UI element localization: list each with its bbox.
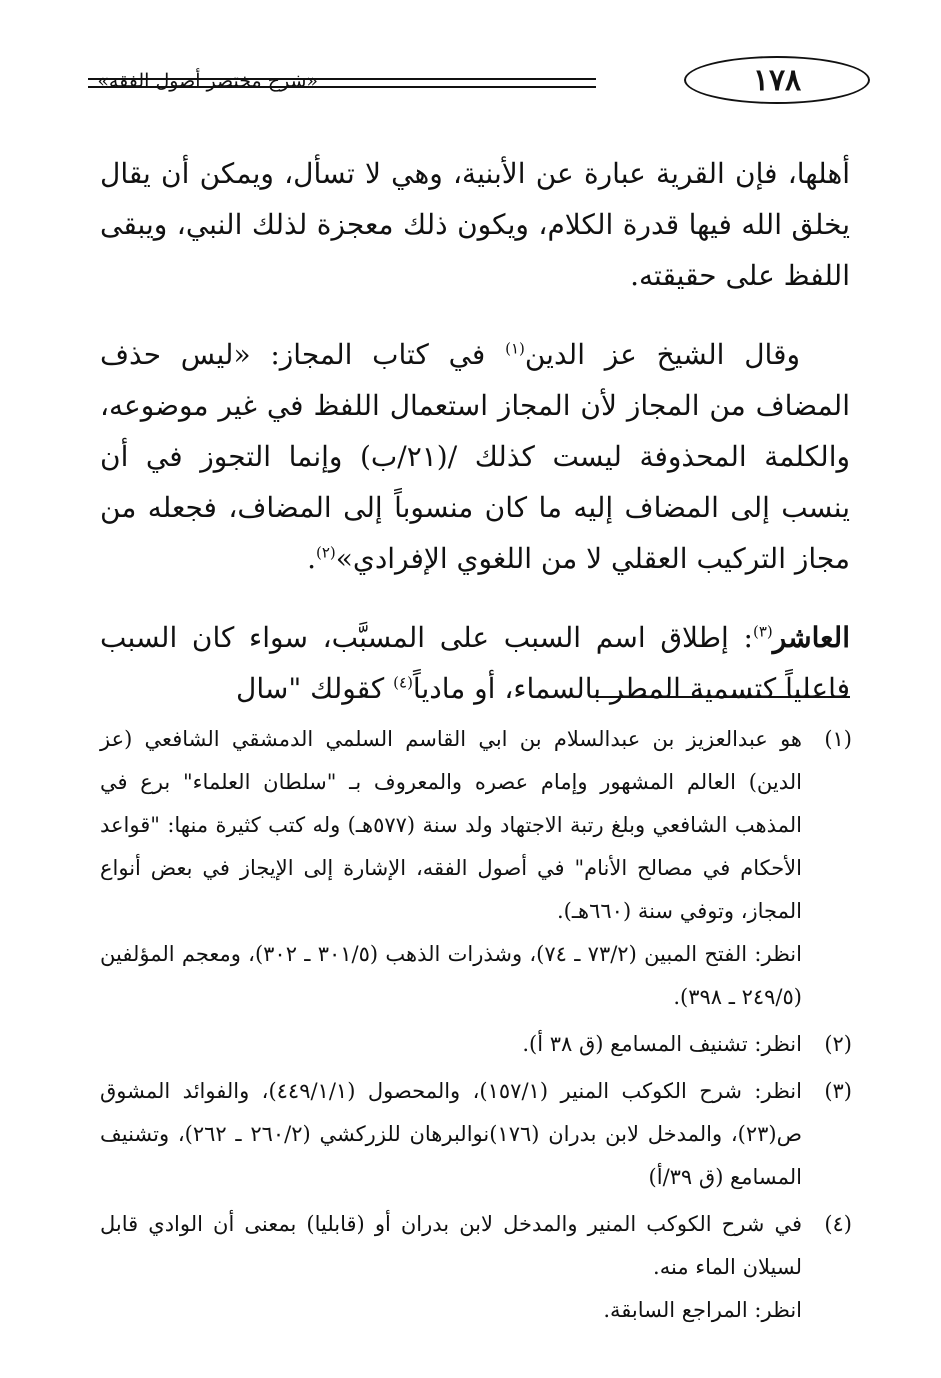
- footnote-number: (١): [824, 727, 852, 751]
- footnote: (٣) انظر: شرح الكوكب المنير (١٥٧/١)، والمحصول (٤٤٩/١/١)، والفوائد المشوق ص(٢٣)، والمدخل لابن بدران (١٧٦)نوالبرهان للزركشي (٢٦٠/٢ ـ ٢٦٢)، وتشنيف المسامع (ق ٣٩/أ): [100, 1070, 852, 1199]
- section-term: العاشر: [772, 621, 850, 654]
- footnote: (١) هو عبدالعزيز بن عبدالسلام بن ابي القاسم السلمي الدمشقي الشافعي (عز الدين) العالم المشهور وإمام عصره والمعروف بـ "سلطان العلماء" برع في المذهب الشافعي وبلغ رتبة الاجتهاد ولد سنة (٥٧٧هـ) وله كتب كثيرة منها: "قواعد الأحكام في مصالح الأنام" في أصول الفقه، الإشارة إلى الإيجاز في بعض أنواع المجاز، وتوفي سنة (٦٦٠هـ). انظر: الفتح المبين (٧٣/٢ ـ ٧٤)، وشذرات الذهب (٣٠١/٥ ـ ٣٠٢)، ومعجم المؤلفين (٢٤٩/٥ ـ ٣٩٨).: [100, 718, 852, 1019]
- footnote-ref: (٣): [752, 622, 773, 641]
- main-text: [100, 148, 850, 742]
- paragraph: وقال الشيخ عز الدين$^{(١)}$ في كتاب المجاز: «ليس حذف المضاف من المجاز لأن المجاز استعمال اللفظ في غير موضوعه، والكلمة المحذوفة ليست كذلك /(٢١/ب) وإنما التجوز في أن ينسب إلى المضاف إليه ما كان منسوباً إلى المضاف، فجعله من مجاز التركيب العقلي لا من اللغوي الإفرادي»$^{(٢)}$.: [100, 338, 850, 575]
- header-rule: [328, 78, 596, 80]
- running-title: «شرح مختصر أصول الفقه»: [97, 70, 318, 92]
- footnote-separator: [596, 696, 850, 698]
- footnote-number: (٤): [824, 1212, 852, 1236]
- page-number: ١٧٨: [752, 62, 802, 98]
- page-number-badge: [684, 56, 870, 104]
- footnotes: [100, 718, 852, 1336]
- footnote: (٤) في شرح الكوكب المنير والمدخل لابن بدران أو (قابليا) بمعنى أن الوادي قابل لسيلان الماء منه. انظر: المراجع السابقة.: [100, 1203, 852, 1332]
- header-rule: [328, 86, 596, 88]
- footnote-ref: (١): [505, 339, 525, 358]
- paragraph: أهلها، فإن القرية عبارة عن الأبنية، وهي لا تسأل، ويمكن أن يقال يخلق الله فيها قدرة الكلام، ويكون ذلك معجزة لذلك النبي، ويبقى اللفظ على حقيقته.: [100, 157, 850, 292]
- footnote-number: (٢): [824, 1032, 852, 1056]
- footnote-ref: (٢): [315, 543, 336, 562]
- paragraph: العاشر$^{(٣)}$: إطلاق اسم السبب على المسبَّب، سواء كان السبب فاعلياً كتسمية المطر بالسماء، أو مادياً$^{(٤)}$ كقولك "سال: [100, 621, 850, 705]
- footnote: (٢) انظر: تشنيف المسامع (ق ٣٨ أ).: [100, 1023, 852, 1066]
- page-header: [88, 52, 850, 108]
- footnote-number: (٣): [824, 1079, 852, 1103]
- footnote-ref: (٤): [393, 673, 413, 692]
